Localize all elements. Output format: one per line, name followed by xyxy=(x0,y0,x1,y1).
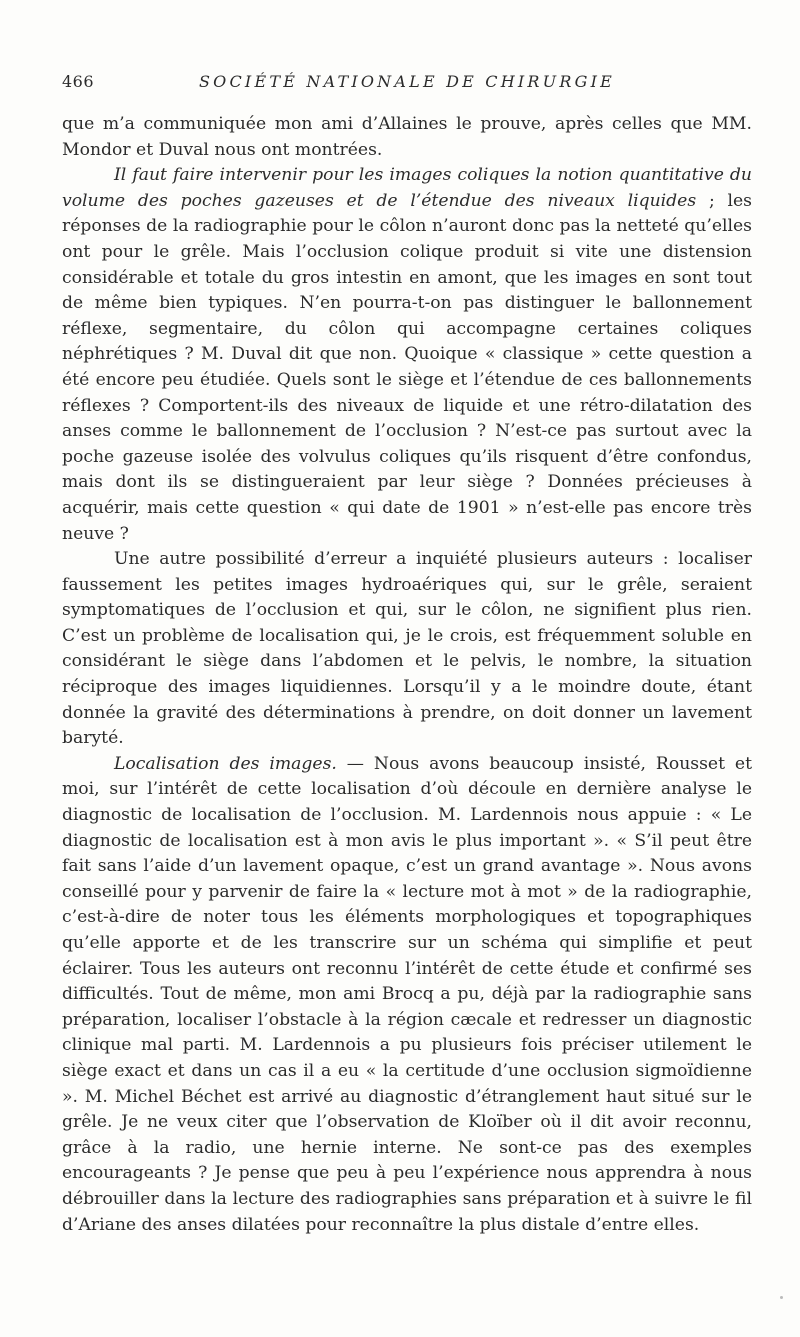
paragraph-continued xyxy=(62,112,752,163)
paragraph-text: — Nous avons beaucoup insisté, Rousset et moi, sur l’intérêt de cette localisation d’où découle en dernière analyse le diagnostic de localisation de l’occlusion. M. Lardennois nous appuie : « Le diagnostic de localisation est à mon avis le plus important ». « S’il peut être fait sans l’aide d’un lavement opaque, c’est un grand avantage ». Nous avons conseillé pour y parvenir de faire la « lecture mot à mot » de la radiographie, c’est-à-dire de noter tous les éléments morphologiques et topographiques qu’elle apporte et de les transcrire sur un schéma qui simplifie et peut éclairer. Tous les auteurs ont reconnu l’intérêt de cette étude et confirmé ses difficultés. Tout de même, mon ami Brocq a pu, déjà par la radiographie sans préparation, localiser l’obstacle à la région cæcale et redresser un diagnostic clinique mal parti. M. Lardennois a pu plusieurs fois préciser utilement le siège exact et dans un cas il a eu « la certitude d’une occlusion sigmoïdienne ». M. Michel Béchet est arrivé au diagnostic d’étranglement haut situé sur le grêle. Je ne veux citer que l’observation de Kloïber où il dit avoir reconnu, grâce à la radio, une hernie interne. Ne sont-ce pas des exemples encourageants ? Je pense que peu à peu l’expérience nous apprendra à nous débrouiller dans la lecture des radiographies sans préparation et à suivre le fil d’Ariane des anses dilatées pour reconnaître la plus distale d’entre elles. xyxy=(62,753,752,1235)
running-title: SOCIÉTÉ NATIONALE DE CHIRURGIE xyxy=(199,72,615,91)
body-text xyxy=(62,112,752,1238)
paragraph-text: ; les réponses de la radiographie pour le côlon n’auront donc pas la netteté qu’elles ont pour le grêle. Mais l’occlusion colique produit si vite une distension considérable et totale du gros intestin en amont, que les images en sont tout de même bien typiques. N’en pourra-t-on pas distinguer le ballonnement réflexe, segmentaire, du côlon qui accompagne certaines coliques néphrétiques ? M. Duval dit que non. Quoique « classique » cette question a été encore peu étudiée. Quels sont le siège et l’étendue de ces ballonnements réflexes ? Comportent-ils des niveaux de liquide et une rétro-dilatation des anses comme le ballonnement de l’occlusion ? N’est-ce pas surtout avec la poche gazeuse isolée des volvulus coliques qu’ils risquent d’être confondus, mais dont ils se distingueraient par leur siège ? Données précieuses à acquérir, mais cette question « qui date de 1901 » n’est-elle pas encore très neuve ? xyxy=(62,190,752,544)
paragraph-error-possibility xyxy=(62,547,752,752)
paragraph-text: que m’a communiquée mon ami d’Allaines le prouve, après celles que MM. Mondor et Duval nous ont montrées. xyxy=(62,114,752,160)
paragraph-colic-images xyxy=(62,163,752,547)
italic-emphasis: Il faut faire intervenir pour les images coliques la notion quantitative du volume des poches gazeuses et de l’étendue des niveaux liquides xyxy=(62,165,752,211)
page-header xyxy=(62,72,752,96)
page-number: 466 xyxy=(62,72,95,91)
section-heading-italic: Localisation des images. xyxy=(114,753,337,774)
page-speck xyxy=(780,1296,783,1299)
paragraph-text: Une autre possibilité d’erreur a inquiété plusieurs auteurs : localiser faussement les petites images hydroaériques qui, sur le grêle, seraient symptomatiques de l’occlusion et qui, sur le côlon, ne signifient plus rien. C’est un problème de localisation qui, je le crois, est fréquemment soluble en considérant le siège dans l’abdomen et le pelvis, le nombre, la situation réciproque des images liquidiennes. Lorsqu’il y a le moindre doute, étant donnée la gravité des déterminations à prendre, on doit donner un lavement baryté. xyxy=(62,549,752,749)
paragraph-localisation xyxy=(62,752,752,1238)
